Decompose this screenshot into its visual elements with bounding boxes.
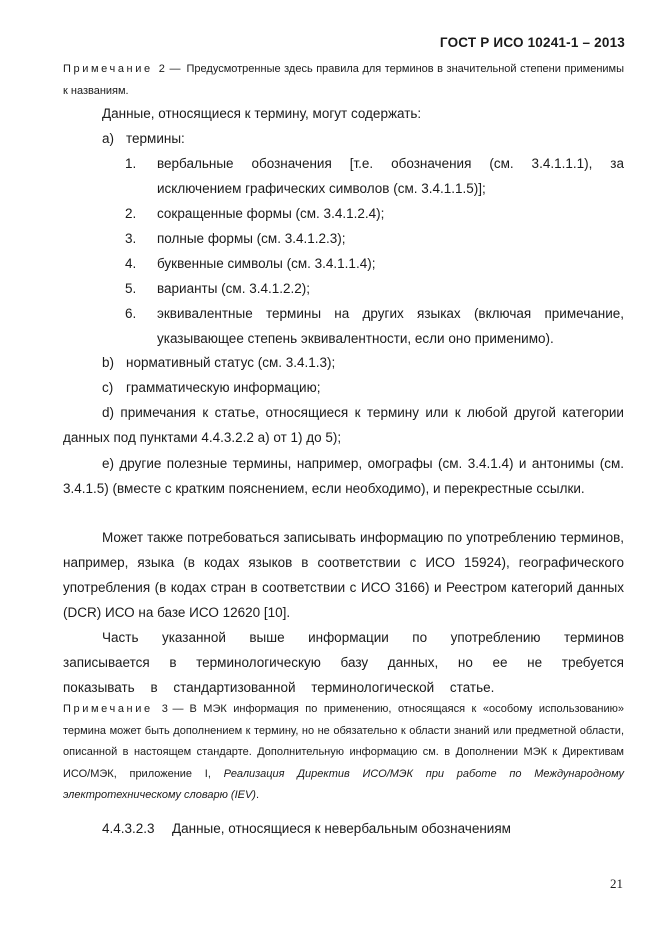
clause-heading	[102, 816, 511, 841]
note-3-italic-title: Реализация Директив ИСО/МЭК при работе по Международному электротехническому словарю (IEV)	[63, 767, 624, 801]
subitem-6-number: 6.	[125, 306, 137, 321]
list-text-c: грамматическую информацию;	[126, 380, 321, 395]
subitem-1-number: 1.	[125, 156, 137, 171]
list-text-a: термины:	[126, 131, 185, 146]
list-item-b	[102, 350, 624, 375]
page-number: 21	[610, 876, 623, 891]
list-item-e	[63, 451, 624, 501]
subitem-5-text: варианты (см. 3.4.1.2.2);	[157, 281, 310, 296]
list-marker-b: b)	[102, 355, 115, 370]
note-2-dash: —	[169, 63, 181, 75]
note-3-text: В МЭК информация по применению, относящаяся к «особому использованию» термина может быть дополнением к термину, но не обязательно к области знаний или предметной области, описанной в настоящем стандарте. Дополнительную информацию см. в Дополнении МЭК к Директивам ИСО/МЭК, приложение I,	[63, 703, 624, 780]
note-3	[63, 699, 624, 807]
clause-title: Данные, относящиеся к невербальным обозначениям	[172, 821, 511, 836]
note-2-text: Предусмотренные здесь правила для терминов в значительной степени применимы к названиям.	[63, 63, 625, 97]
list-item-a	[102, 126, 624, 151]
subitem-3-text: полные формы (см. 3.4.1.2.3);	[157, 231, 346, 246]
subitem-6-text: эквивалентные термины на других языках (включая примечание, указывающее степень эквивалентности, если оно применимо).	[157, 306, 624, 346]
list-text-e: другие полезные термины, например, омографы (см. 3.4.1.4) и антонимы (см. 3.4.1.5) (вместе с кратким пояснением, если необходимо), и перекрестные ссылки.	[63, 456, 624, 496]
document-header: ГОСТ Р ИСО 10241-1 – 2013	[439, 35, 625, 50]
list-marker-d: d)	[102, 405, 115, 420]
list-item-d	[63, 400, 624, 450]
subitem-4-text: буквенные символы (см. 3.4.1.1.4);	[157, 256, 376, 271]
subitem-2-text: сокращенные формы (см. 3.4.1.2.4);	[157, 206, 385, 221]
paragraph-usage-info: Может также потребоваться записывать информацию по употреблению терминов, например, языка (в кодах языков в соответствии с ИСО 15924), географического употребления (в кодах стран в соответствии с ИСО 3166) и Реестром категорий данных (DCR) ИСО на базе ИСО 12620 [10].	[63, 530, 624, 620]
subitem-4-number: 4.	[125, 256, 137, 271]
list-item-c	[102, 375, 624, 400]
subitem-1-text: вербальные обозначения [т.е. обозначения (см. 3.4.1.1.1), за исключением графических символов (см. 3.4.1.1.5)];	[157, 156, 624, 196]
clause-number: 4.4.3.2.3	[102, 821, 155, 836]
list-marker-c: c)	[102, 380, 114, 395]
subitem-5-number: 5.	[125, 281, 137, 296]
list-marker-e: e)	[102, 456, 115, 471]
subitem-2-number: 2.	[125, 206, 137, 221]
list-text-d: примечания к статье, относящиеся к термину или к любой другой категории данных под пунктами 4.4.3.2.2 а) от 1) до 5);	[63, 405, 624, 445]
intro-paragraph: Данные, относящиеся к термину, могут содержать:	[102, 106, 422, 121]
note-2	[63, 59, 624, 102]
note-3-dash: —	[172, 703, 184, 715]
note-3-end: .	[255, 789, 260, 801]
list-text-b: нормативный статус (см. 3.4.1.3);	[126, 355, 336, 370]
list-marker-a: a)	[102, 131, 115, 146]
paragraph-termbase: Часть указанной выше информации по употреблению терминов записывается в терминологическую базу данных, но ее не требуется показывать в стандартизованной терминологической статье.	[63, 630, 624, 695]
note-2-label: Примечание 2	[63, 63, 168, 75]
subitem-3-number: 3.	[125, 231, 137, 246]
note-3-label: Примечание 3	[63, 703, 171, 715]
